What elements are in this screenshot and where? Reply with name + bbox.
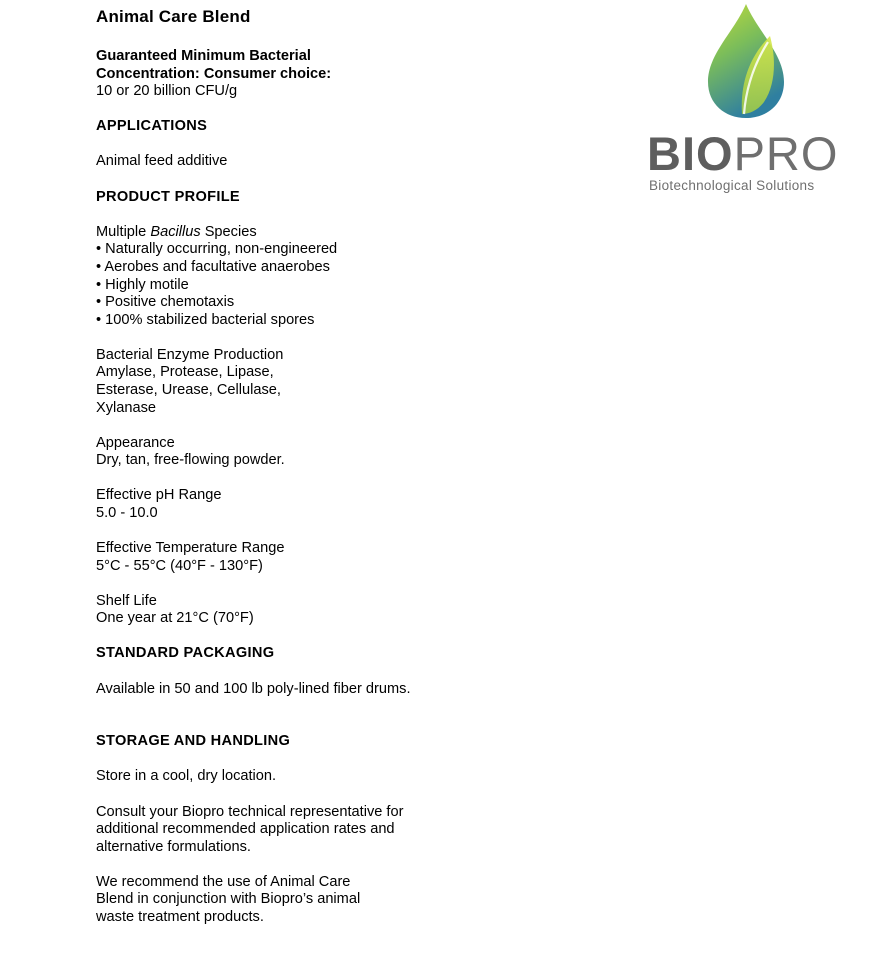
appearance-value: Dry, tan, free-flowing powder. <box>96 452 285 468</box>
enzyme-line: Amylase, Protease, Lipase, <box>96 364 274 380</box>
concentration-line-2: Concentration: Consumer choice: <box>96 66 332 82</box>
storage-heading: STORAGE AND HANDLING <box>96 733 291 749</box>
storage-text: Store in a cool, dry location. <box>96 768 277 784</box>
shelf-life-label: Shelf Life <box>96 593 157 609</box>
list-item: • Positive chemotaxis <box>96 294 235 310</box>
biopro-logo <box>640 0 860 205</box>
concentration-value: 10 or 20 billion CFU/g <box>96 83 238 99</box>
recommend-line: Blend in conjunction with Biopro’s animal <box>96 891 361 907</box>
appearance-label: Appearance <box>96 435 175 451</box>
logo-tagline: Biotechnological Solutions <box>649 178 815 193</box>
leaf-drop-icon <box>706 2 786 120</box>
list-item: • Aerobes and facultative anaerobes <box>96 259 330 275</box>
logo-wordmark: BIOPRO <box>647 127 839 180</box>
list-item: • Highly motile <box>96 277 189 293</box>
species-line: Multiple Bacillus Species <box>96 224 257 240</box>
temperature-value: 5°C - 55°C (40°F - 130°F) <box>96 558 263 574</box>
ph-label: Effective pH Range <box>96 487 222 503</box>
temperature-label: Effective Temperature Range <box>96 540 285 556</box>
consult-line: additional recommended application rates and <box>96 821 395 837</box>
enzyme-label: Bacterial Enzyme Production <box>96 347 284 363</box>
consult-line: alternative formulations. <box>96 839 251 855</box>
product-profile-heading: PRODUCT PROFILE <box>96 189 240 205</box>
applications-heading: APPLICATIONS <box>96 118 208 134</box>
packaging-text: Available in 50 and 100 lb poly-lined fiber drums. <box>96 681 411 697</box>
packaging-heading: STANDARD PACKAGING <box>96 645 275 661</box>
ph-value: 5.0 - 10.0 <box>96 505 158 521</box>
concentration-line-1: Guaranteed Minimum Bacterial <box>96 48 311 64</box>
enzyme-line: Xylanase <box>96 400 157 416</box>
consult-line: Consult your Biopro technical representative for <box>96 804 404 820</box>
recommend-line: We recommend the use of Animal Care <box>96 874 351 890</box>
shelf-life-value: One year at 21°C (70°F) <box>96 610 254 626</box>
list-item: • Naturally occurring, non-engineered <box>96 241 338 257</box>
list-item: • 100% stabilized bacterial spores <box>96 312 315 328</box>
page-title: Animal Care Blend <box>96 7 251 26</box>
enzyme-line: Esterase, Urease, Cellulase, <box>96 382 281 398</box>
recommend-line: waste treatment products. <box>96 909 264 925</box>
applications-text: Animal feed additive <box>96 153 228 169</box>
